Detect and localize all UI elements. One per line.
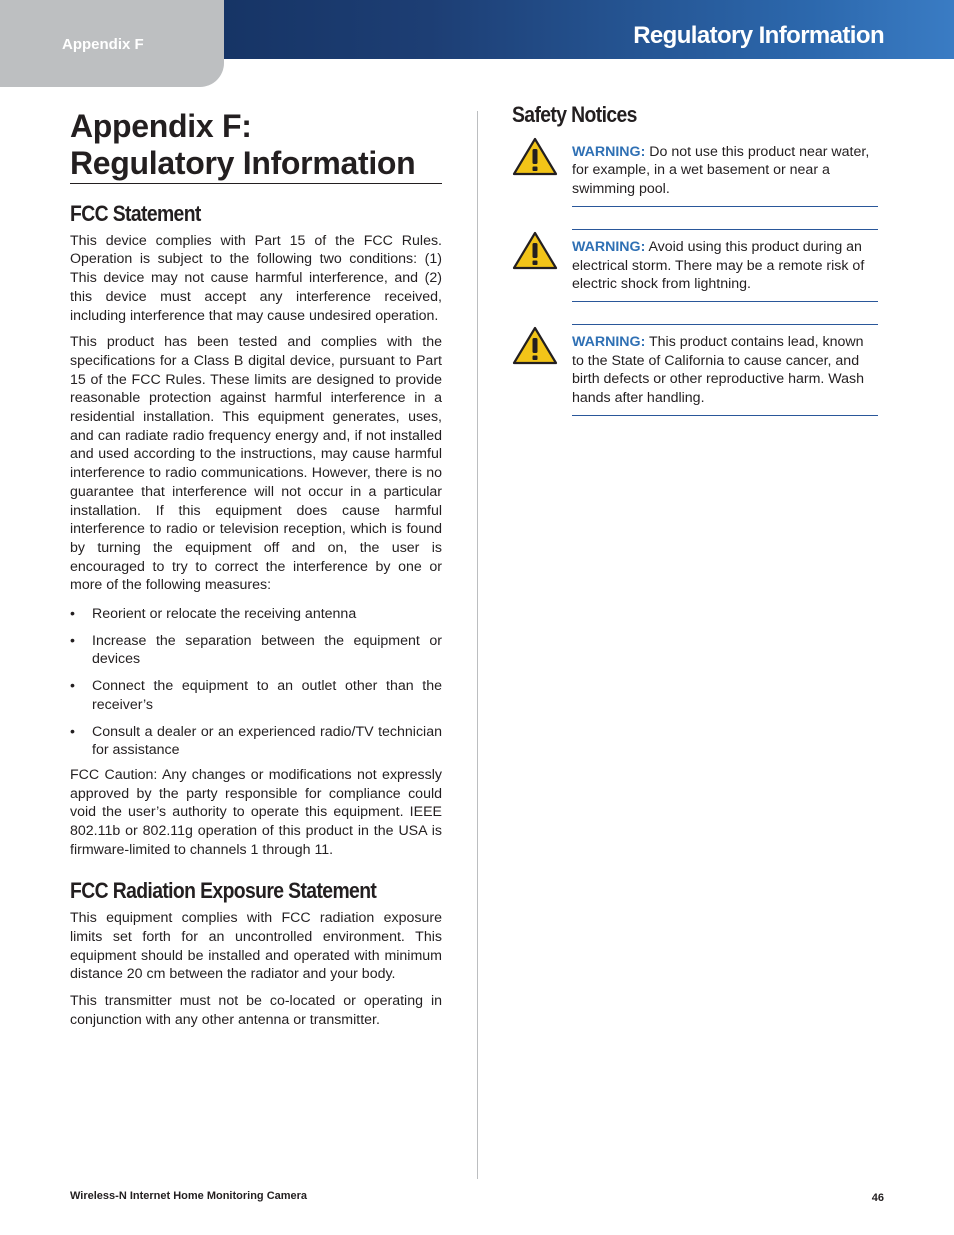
- radiation-paragraph-2: This transmitter must not be co-located or operating in conjunction with any other antenna or transmitter.: [70, 993, 442, 1028]
- warning-label: WARNING:: [572, 238, 646, 255]
- warning-text: This product contains lead, known to the State of California to cause cancer, and birth defects or other reproductive harm. Wash hands after handling.: [572, 333, 865, 407]
- measures-list: [70, 605, 442, 760]
- warning-triangle-icon: [512, 137, 558, 177]
- bullet-icon: •: [70, 678, 75, 695]
- appendix-tab-label: Appendix F: [62, 36, 144, 53]
- fcc-caution: FCC Caution: Any changes or modifications not expressly approved by the party responsible for compliance could void the user’s authority to operate this equipment. IEEE 802.11b or 802.11g operation of this product in the USA is firmware-limited to channels 1 through 11.: [70, 766, 442, 858]
- list-item: • Consult a dealer or an experienced radio/TV technician for assistance: [70, 723, 442, 759]
- bullet-icon: •: [70, 606, 75, 623]
- fcc-paragraph-2: This product has been tested and complies with the specifications for a Class B digital device, pursuant to Part 15 of the FCC Rules. These limits are designed to provide reasonable protection against harmful interference in a residential installation. This equipment generates, uses, and can radiate radio frequency energy and, if not installed and used according to the instructions, may cause harmful interference to radio communications. However, there is no guarantee that interference will not occur in a particular installation. If this equipment does cause harmful interference to radio or television reception, which is found by turning the equipment off and on, the user is encouraged to try to correct the interference by one or more of the following measures:: [70, 334, 442, 594]
- left-column: [70, 108, 442, 1029]
- warning-notice: [512, 143, 878, 207]
- radiation-exposure-heading: FCC Radiation Exposure Statement: [70, 877, 377, 903]
- warning-text: Avoid using this product during an electrical storm. There may be a remote risk of electric shock from lightning.: [572, 238, 865, 293]
- page-number: 46: [871, 1192, 884, 1204]
- warning-triangle-icon: [512, 326, 558, 366]
- warning-triangle-icon: [512, 231, 558, 271]
- warning-notice: [512, 324, 878, 416]
- radiation-paragraph-1: This equipment complies with FCC radiation exposure limits set forth for an uncontrolled environment. This equipment should be installed and operated with minimum distance 20 cm between the radiator and your body.: [70, 910, 442, 983]
- appendix-tab: [0, 0, 224, 87]
- page-title-line2: Regulatory Information: [70, 145, 416, 181]
- page-title: [70, 108, 442, 184]
- fcc-statement-heading: FCC Statement: [70, 201, 201, 226]
- warning-label: WARNING:: [572, 143, 646, 160]
- warning-text: Do not use this product near water, for example, in a wet basement or near a swimming pool.: [572, 143, 870, 198]
- warning-label: WARNING:: [572, 333, 646, 350]
- list-item: • Connect the equipment to an outlet other than the receiver’s: [70, 678, 442, 713]
- safety-notices-heading: Safety Notices: [512, 102, 637, 127]
- warning-notice: [512, 229, 878, 302]
- bullet-icon: •: [70, 632, 75, 649]
- list-item: • Increase the separation between the equipment or devices: [70, 632, 442, 668]
- list-item: • Reorient or relocate the receiving antenna: [70, 606, 357, 623]
- fcc-paragraph-1: This device complies with Part 15 of the FCC Rules. Operation is subject to the following two conditions: (1) This device may not cause harmful interference, and (2) this device must accept any interference received, including interference that may cause undesired operation.: [70, 232, 442, 324]
- right-column: [512, 102, 878, 438]
- page-title-line1: Appendix F:: [70, 108, 252, 144]
- column-divider: [477, 111, 478, 1179]
- bullet-icon: •: [70, 723, 75, 740]
- section-title: Regulatory Information: [633, 22, 884, 49]
- footer-product-name: Wireless-N Internet Home Monitoring Camera: [70, 1190, 308, 1202]
